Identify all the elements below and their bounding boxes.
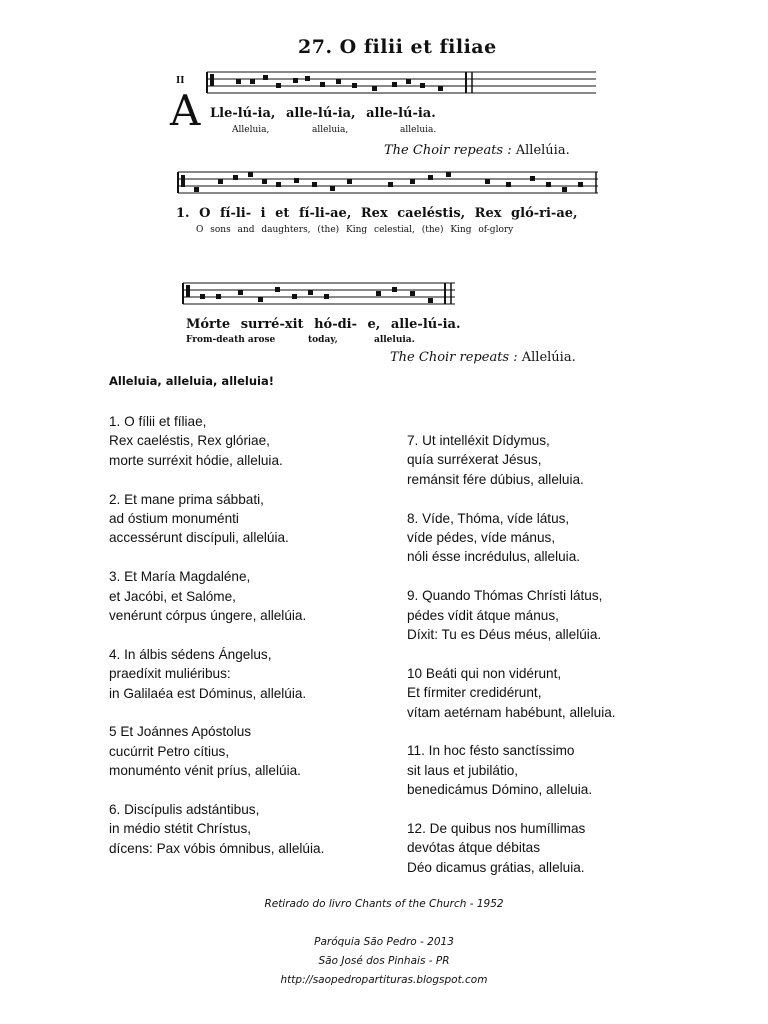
stanza-6: 6. Discípulis adstántibus, in médio stétit Chrístus, dícens: Pax vóbis ómnibus, allelúia. <box>109 802 325 856</box>
mode-mark: II <box>176 76 185 86</box>
choir-label: The Choir repeats : <box>384 143 512 158</box>
system3-translation-3: alleluia. <box>374 335 415 345</box>
system1-translation-2: alleluia, <box>312 125 349 135</box>
parish-credit: Paróquia São Pedro - 2013 <box>314 936 454 948</box>
choir-label: The Choir repeats : <box>390 350 518 365</box>
system3-translation-2: today, <box>308 335 338 345</box>
city-credit: São José dos Pinhais - PR <box>318 955 450 967</box>
system1-translation-3: alleluia. <box>400 125 437 135</box>
stanza-4: 4. In álbis sédens Ángelus, praedíxit muliéribus: in Galilaéa est Dóminus, allelúia. <box>109 646 307 701</box>
system2-translation: O sons and daughters, (the) King celestial, (the) King of-glory <box>196 225 514 235</box>
stanza-3: 3. Et María Magdaléne, et Jacóbi, et Salóme, venérunt córpus úngere, allelúia. <box>109 569 307 624</box>
chant-title: 27. O filii et filiae <box>298 36 497 58</box>
staff-2-notes <box>181 172 583 192</box>
staff-1-notes <box>210 74 443 91</box>
system3-choir-repeats <box>390 350 576 365</box>
system1-choir-repeats <box>384 143 570 158</box>
stanza-2: 2. Et mane prima sábbati, ad óstium monuménti accessérunt discípuli, allelúia. <box>109 491 289 546</box>
system3-lyrics: Mórte surré-xit hó-di- e, alle-lú-ia. <box>186 317 461 332</box>
stanza-5: 5 Et Joánnes Apóstolus cucúrrit Petro cítius, monuménto vénit príus, allelúia. <box>109 724 301 779</box>
staff-3-notes <box>186 285 433 303</box>
source-note: Retirado do livro Chants of the Church - 1952 <box>264 898 504 910</box>
stanzas-right <box>407 431 616 897</box>
chant-notation <box>0 0 768 370</box>
initial-letter: A <box>170 86 201 135</box>
stanza-10: 10 Beáti qui non vidérunt, Et fírmiter credidérunt, vítam aetérnam habébunt, alleluia. <box>407 665 616 720</box>
stanzas-left <box>109 412 324 878</box>
system1-lyrics: Lle-lú-ia, alle-lú-ia, alle-lú-ia. <box>210 106 436 121</box>
system3-translation-1: From-death arose <box>186 335 276 345</box>
stanza-9: 9. Quando Thómas Chrísti látus, pédes vídit átque mánus, Díxit: Tu es Déus méus, allelúia. <box>407 588 603 643</box>
choir-word: Allelúia. <box>521 350 576 365</box>
system1-translation-1: Alleluia, <box>232 125 270 135</box>
system2-lyrics: 1. O fí-li- i et fí-li-ae, Rex caeléstis, Rex gló-ri-ae, <box>176 206 578 221</box>
stanza-11: 11. In hoc fésto sanctíssimo sit laus et jubilátio, benedicámus Dómino, alleluia. <box>407 743 593 798</box>
stanza-1: 1. O fílii et fíliae, Rex caeléstis, Rex glóriae, morte surréxit hódie, alleluia. <box>109 414 283 468</box>
blog-url[interactable]: http://saopedropartituras.blogspot.com <box>280 974 488 986</box>
choir-word: Allelúia. <box>515 143 570 158</box>
refrain: Alleluia, alleluia, alleluia! <box>109 374 274 388</box>
stanza-8: 8. Víde, Thóma, víde látus, víde pédes, víde mánus, nóli ésse incrédulus, alleluia. <box>407 510 581 565</box>
stanza-7: 7. Ut intelléxit Dídymus, quía surréxerat Jésus, remánsit fére dúbius, alleluia. <box>407 433 584 487</box>
stanza-12: 12. De quibus nos humíllimas devótas átque débitas Déo dicamus grátias, alleluia. <box>407 821 586 875</box>
